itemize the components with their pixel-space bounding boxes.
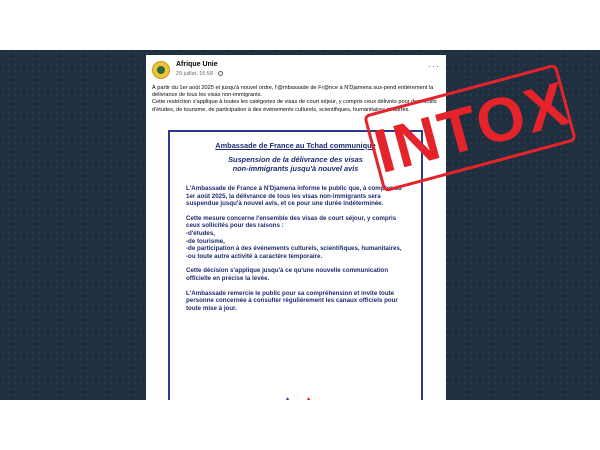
avatar-emblem bbox=[157, 66, 165, 74]
p2-item: -ou toute autre activité à caractère temporaire. bbox=[186, 252, 323, 260]
more-options-icon[interactable]: ··· bbox=[428, 61, 440, 71]
announcement-p4: L'Ambassade remercie le public pour sa compréhension et invite toute personne concernée à consulter régulièrement les canaux officiels pour toute mise à jour. bbox=[186, 289, 398, 312]
p2-item: -de tourisme, bbox=[186, 237, 225, 245]
p2-item: -d'études, bbox=[186, 229, 215, 237]
subtitle-line1: Suspension de la délivrance des visas bbox=[228, 155, 363, 164]
intox-stamp-label: INTOX bbox=[367, 68, 577, 187]
post-date[interactable]: 29 juillet, 16:58 · bbox=[176, 71, 217, 77]
page-name[interactable]: Afrique Unie bbox=[176, 61, 218, 68]
announcement-title: Ambassade de France au Tchad communique bbox=[215, 141, 376, 150]
subtitle-line2: non-immigrants jusqu'à nouvel avis bbox=[232, 164, 359, 173]
announcement-body bbox=[176, 185, 415, 312]
announcement-p2 bbox=[186, 215, 405, 261]
post-text-line2: Cette restriction s'applique à toutes les catégories de visas de court séjour, y compris ceux délivrés pour des motifs d'études, de tourisme, de participation à des événements culturels, scientifiques, humanitaires et autres. bbox=[152, 99, 437, 113]
announcement-p3: Cette décision s'applique jusqu'à ce qu'une nouvelle communication officielle en précise la levée. bbox=[186, 267, 389, 282]
p2-item: -de participation à des événements culturels, scientifiques, humanitaires, bbox=[186, 245, 402, 253]
french-flag-logo bbox=[274, 391, 324, 400]
p2-intro: Cette mesure concerne l'ensemble des visas de court séjour, y compris ceux sollicités pour des raisons : bbox=[186, 214, 397, 230]
announcement-p1: L'Ambassade de France à N'Djamena informe le public que, à compter du 1er août 2025, la délivrance de tous les visas non-immigrants sera suspendue jusqu'à nouvel avis, et ce pour une durée indéterminée. bbox=[186, 185, 402, 208]
post-text-line1: À partir du 1er août 2025 et jusqu'à nouvel ordre, l'@mbassade de Fr@nce à N'Djamena sus-pend entièrement la délivrance de tous les visas non-immigrants. bbox=[152, 85, 434, 99]
globe-icon bbox=[218, 71, 223, 76]
post-meta bbox=[176, 71, 223, 77]
page-avatar[interactable] bbox=[152, 61, 170, 79]
post-header bbox=[152, 61, 440, 81]
